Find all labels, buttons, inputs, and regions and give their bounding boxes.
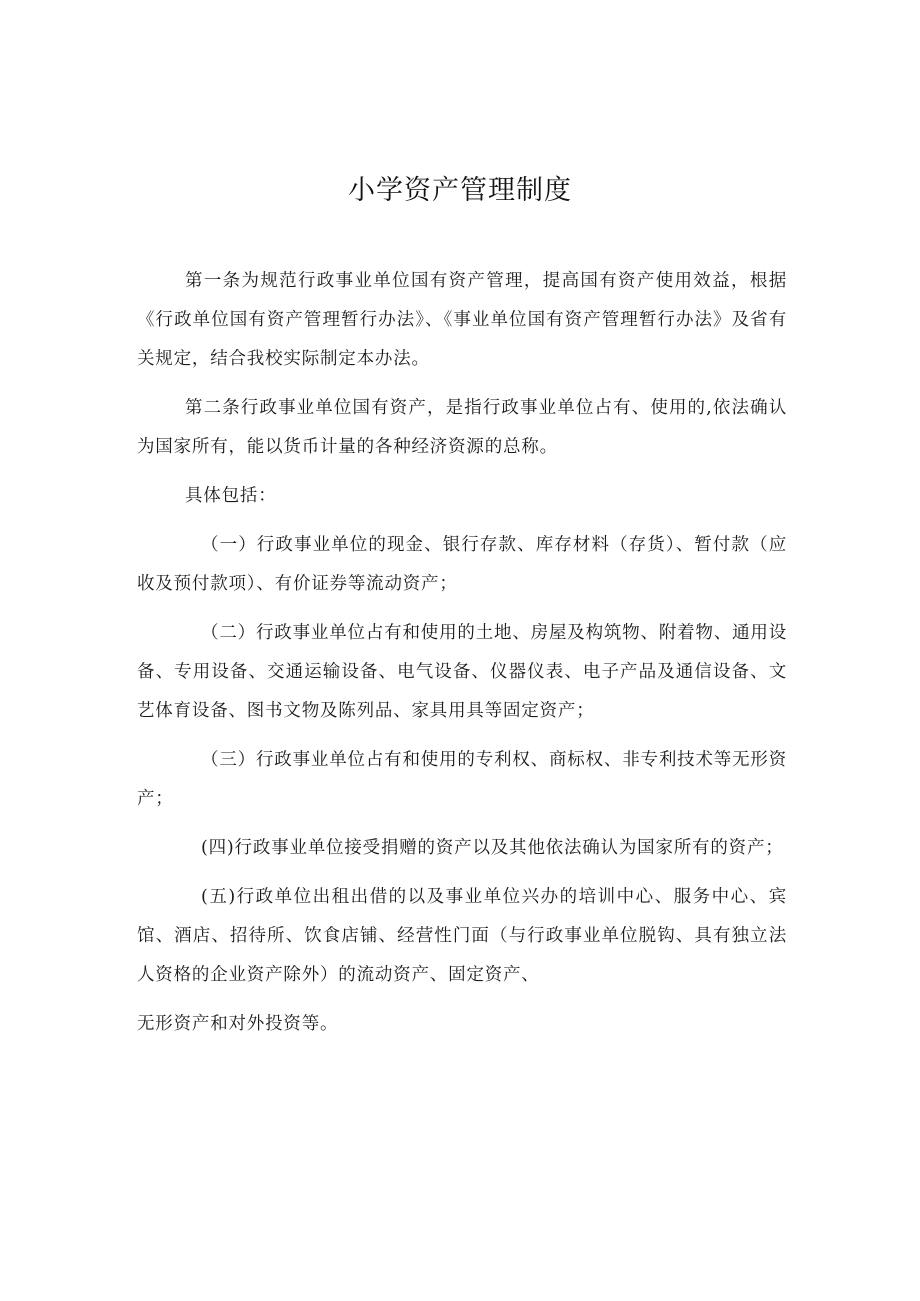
article-1-paragraph: 第一条为规范行政事业单位国有资产管理，提高国有资产使用效益，根据《行政单位国有资产管理暂行办法》、《事业单位国有资产管理暂行办法》及省有关规定，结合我校实际制定本办法。 — [137, 271, 787, 369]
document-title: 小学资产管理制度 — [348, 175, 572, 206]
item-5-continuation: 无形资产和对外投资等。 — [137, 1014, 339, 1034]
article-2-paragraph: 第二条行政事业单位国有资产，是指行政事业单位占有、使用的,依法确认为国家所有，能以货币计量的各种经济资源的总称。 — [137, 398, 787, 457]
specifics-heading: 具体包括： — [185, 486, 277, 506]
item-1-paragraph: （一）行政事业单位的现金、银行存款、库存材料（存货）、暂付款（应收及预付款项）、有价证券等流动资产； — [137, 535, 787, 594]
item-5-paragraph: (五)行政单位出租出借的以及事业单位兴办的培训中心、服务中心、宾馆、酒店、招待所、饮食店铺、经营性门面（与行政事业单位脱钩、具有独立法人资格的企业资产除外）的流动资产、固定资产、 — [137, 887, 787, 985]
document-body — [137, 262, 787, 1044]
item-2-paragraph: （二）行政事业单位占有和使用的土地、房屋及构筑物、附着物、通用设备、专用设备、交通运输设备、电气设备、仪器仪表、电子产品及通信设备、文艺体育设备、图书文物及陈列品、家具用具等固定资产； — [137, 623, 787, 721]
item-4-paragraph: (四)行政事业单位接受捐赠的资产以及其他依法确认为国家所有的资产； — [201, 838, 784, 858]
item-3-paragraph: （三）行政事业单位占有和使用的专利权、商标权、非专利技术等无形资产； — [137, 750, 787, 809]
